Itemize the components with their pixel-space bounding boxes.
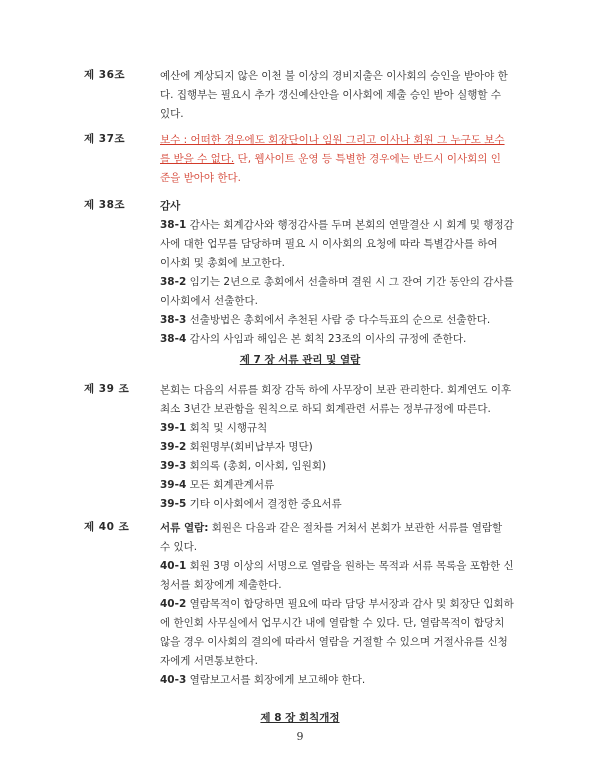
article-38-body (160, 197, 548, 349)
article-38-label: 제 38조 (84, 199, 126, 211)
text-highlighted: 를 받을 수 없다. (160, 153, 235, 165)
item-number: 38-4 (160, 333, 187, 345)
text-line: 자에게 서면통보한다. (160, 655, 258, 667)
list-item-text: 기타 이사회에서 결정한 중요서류 (186, 498, 342, 510)
article-39-label: 제 39 조 (84, 383, 130, 395)
article-40-title: 서류 열람: (160, 522, 209, 534)
text-red: 단, 웹사이트 운영 등 특별한 경우에는 반드시 이사회의 인 (234, 153, 501, 165)
article-39-body (160, 381, 548, 514)
text-line-red: 준을 받아야 한다. (160, 172, 242, 184)
text-line: 다. 집행부는 필요시 추가 갱신예산안을 이사회에 제출 승인 받아 실행할 수 (160, 89, 502, 101)
text-line: 선출방법은 총회에서 추천된 사람 중 다수득표의 순으로 선출한다. (186, 314, 491, 326)
list-item-text: 회의록 (총회, 이사회, 임원회) (186, 460, 327, 472)
text-line: 있다. (160, 108, 184, 120)
text-line: 열람목적이 합당하면 필요에 따라 담당 부서장과 감사 및 회장단 입회하 (186, 598, 514, 610)
item-number: 39-5 (160, 498, 187, 510)
text-line: 청서를 회장에게 제출한다. (160, 579, 282, 591)
item-number: 40-2 (160, 598, 187, 610)
list-item-text: 회원명부(회비납부자 명단) (186, 441, 313, 453)
article-38-title: 감사 (160, 200, 181, 212)
item-number: 38-3 (160, 314, 187, 326)
text-line: 에 한인회 사무실에서 업무시간 내에 열람할 수 있다. 단, 열람목적이 합당치 (160, 617, 505, 629)
text-line: 사에 대한 업무를 담당하며 필요 시 이사회의 요청에 따라 특별감사를 하여 (160, 238, 498, 250)
chapter-7-heading: 제 7 장 서류 관리 및 열람 (239, 354, 361, 366)
item-number: 39-2 (160, 441, 187, 453)
text-line: 임기는 2년으로 총회에서 선출하며 결원 시 그 잔여 기간 동안의 감사를 (186, 276, 514, 288)
text-line: 수 있다. (160, 541, 198, 553)
text-line: 않을 경우 이사회의 결의에 따라서 열람을 거절할 수 있으며 거절사유를 신청 (160, 636, 508, 648)
page-number: 9 (296, 730, 304, 743)
article-36-body (160, 67, 548, 124)
item-number: 38-2 (160, 276, 187, 288)
text-line: 최소 3년간 보관함을 원칙으로 하되 회계관련 서류는 정부규정에 따른다. (160, 403, 491, 415)
article-37-body (160, 131, 548, 188)
item-number: 39-4 (160, 479, 187, 491)
item-number: 39-3 (160, 460, 187, 472)
text-line: 이사회 및 총회에 보고한다. (160, 257, 285, 269)
item-number: 39-1 (160, 422, 187, 434)
text-line: 열람보고서를 회장에게 보고해야 한다. (186, 674, 366, 686)
text-line-highlighted: 보수 : 어떠한 경우에도 회장단이나 임원 그리고 이사나 회원 그 누구도 보수 (160, 134, 505, 146)
article-40-body (160, 519, 548, 690)
text-line: 감사의 사임과 해임은 본 회칙 23조의 이사의 규정에 준한다. (186, 333, 467, 345)
article-36-label: 제 36조 (84, 69, 126, 81)
text-line: 예산에 계상되지 않은 이천 불 이상의 경비지출은 이사회의 승인을 받아야 한 (160, 70, 508, 82)
text-line: 회원 3명 이상의 서명으로 열람을 원하는 목적과 서류 목록을 포함한 신 (186, 560, 514, 572)
chapter-8-heading: 제 8 장 회칙개정 (260, 712, 340, 724)
item-number: 38-1 (160, 219, 187, 231)
item-number: 40-1 (160, 560, 187, 572)
text-line: 회원은 다음과 같은 절차를 거쳐서 본회가 보관한 서류를 열람할 (208, 522, 503, 534)
text-line: 본회는 다음의 서류를 회장 감독 하에 사무장이 보관 관리한다. 회계연도 이후 (160, 384, 512, 396)
list-item-text: 회칙 및 시행규칙 (186, 422, 268, 434)
article-37-label: 제 37조 (84, 133, 126, 145)
text-line: 이사회에서 선출한다. (160, 295, 258, 307)
article-40-label: 제 40 조 (84, 521, 130, 533)
list-item-text: 모든 회계관계서류 (186, 479, 275, 491)
item-number: 40-3 (160, 674, 187, 686)
text-line: 감사는 회계감사와 행정감사를 두며 본회의 연말결산 시 회계 및 행정감 (186, 219, 514, 231)
